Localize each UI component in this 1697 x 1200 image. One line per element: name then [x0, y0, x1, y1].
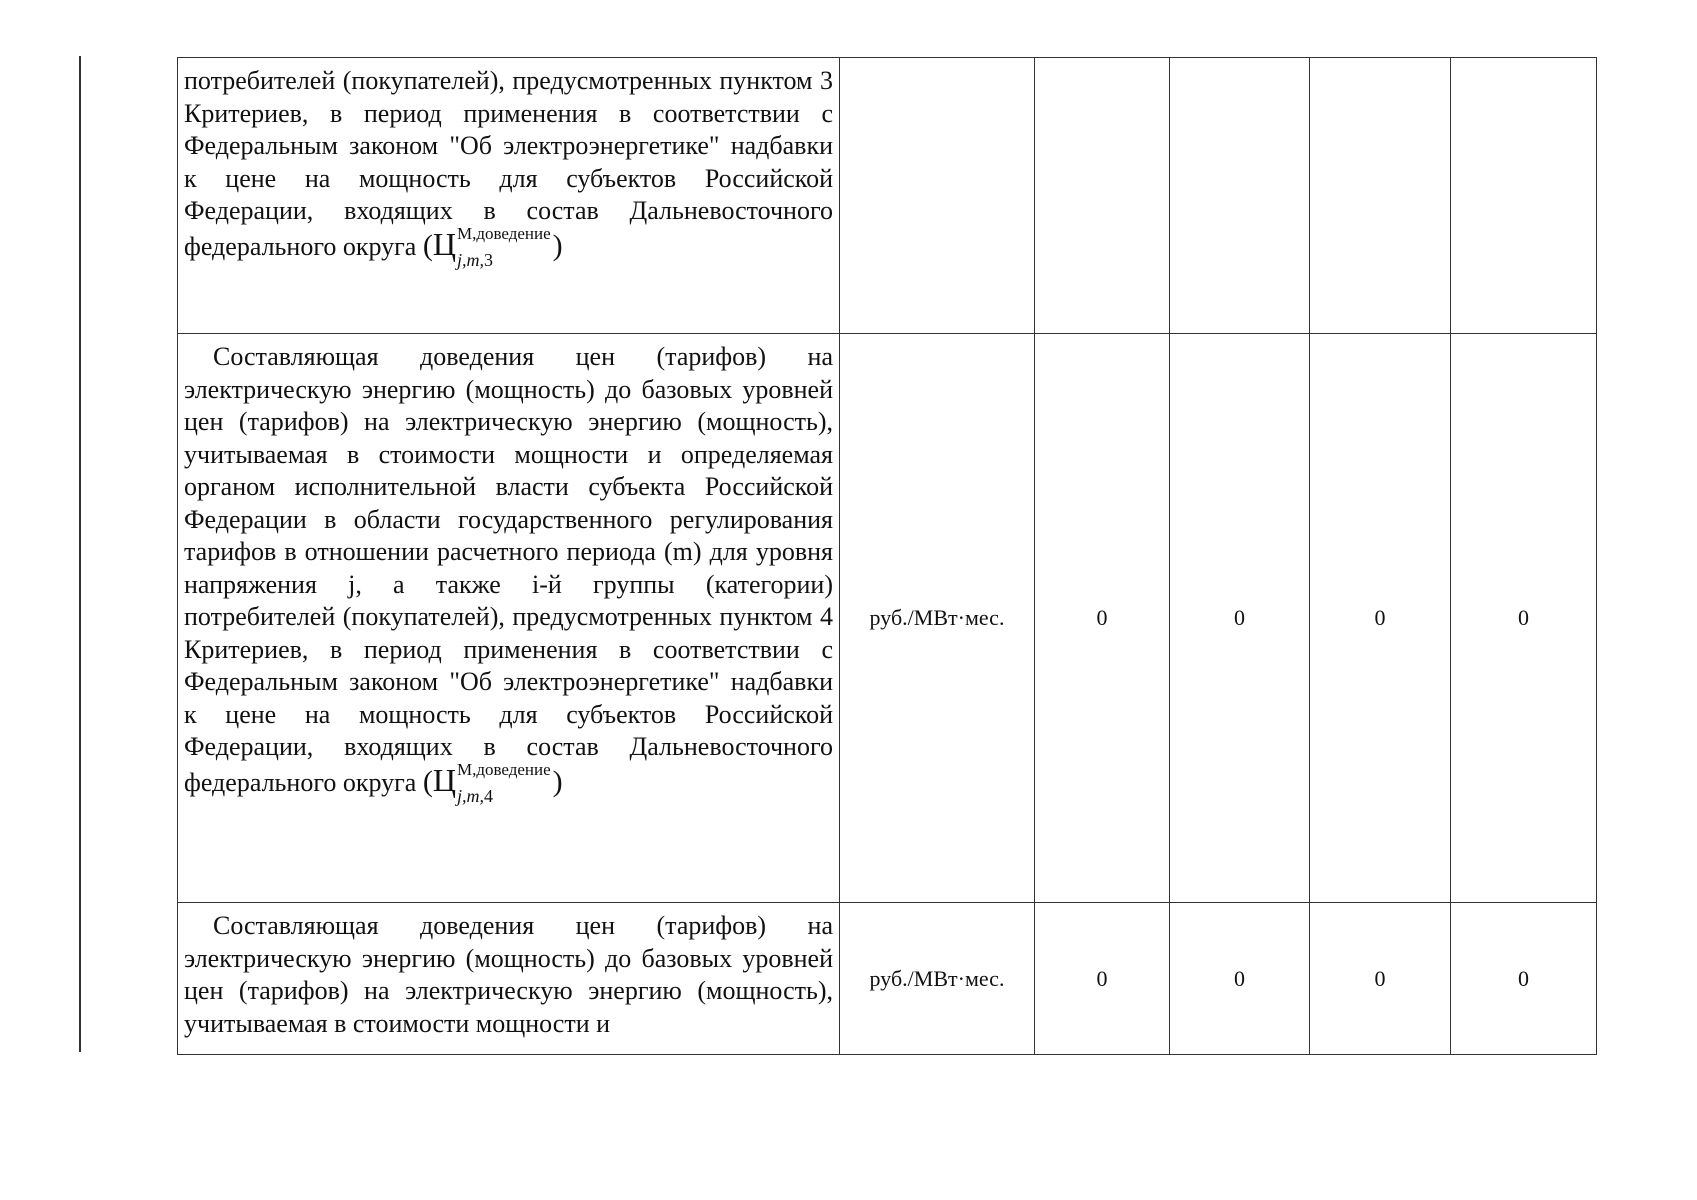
description-cell	[178, 58, 840, 334]
value-cell: 0	[1035, 334, 1170, 903]
description-text: Составляющая доведения цен (тарифов) на электрическую энергию (мощность) до базовых уровней цен (тарифов) на электрическую энергию (мощность), учитываемая в стоимости мощности и	[184, 911, 833, 1038]
table-row	[178, 58, 1597, 334]
value-cell	[1170, 58, 1310, 334]
value-cell: 0	[1310, 903, 1451, 1055]
value-cell: 0	[1170, 903, 1310, 1055]
description-text: потребителей (покупателей), предусмотренных пунктом 3 Критериев, в период применения в соответствии с Федеральным законом "Об электроэнергетике" надбавки к цене на мощность для субъектов Российской Федерации, входящих в состав Дальневосточного федерального округа	[184, 66, 833, 261]
value-cell: 0	[1451, 903, 1597, 1055]
table-row	[178, 903, 1597, 1055]
page-margin-line	[79, 56, 81, 1052]
table-row	[178, 334, 1597, 903]
unit-cell: руб./МВт·мес.	[840, 334, 1035, 903]
unit-cell	[840, 58, 1035, 334]
price-formula: (Ц М,доведение j,m,4 )	[422, 759, 563, 806]
description-cell	[178, 903, 840, 1055]
unit-cell: руб./МВт·мес.	[840, 903, 1035, 1055]
value-cell: 0	[1170, 334, 1310, 903]
value-cell: 0	[1035, 903, 1170, 1055]
value-cell: 0	[1310, 334, 1451, 903]
value-cell: 0	[1451, 334, 1597, 903]
value-cell	[1035, 58, 1170, 334]
price-formula: (Ц М,доведение j,m,3 )	[422, 223, 563, 270]
value-cell	[1451, 58, 1597, 334]
value-cell	[1310, 58, 1451, 334]
tariff-table	[177, 57, 1597, 1055]
description-text: Составляющая доведения цен (тарифов) на электрическую энергию (мощность) до базовых уровней цен (тарифов) на электрическую энергию (мощность), учитываемая в стоимости мощности и определяемая органом исполнительной власти субъекта Российской Федерации в области государственного регулирования тарифов в отношении расчетного периода (m) для уровня напряжения j, а также i-й группы (категории) потребителей (покупателей), предусмотренных пунктом 4 Критериев, в период применения в соответствии с Федеральным законом "Об электроэнергетике" надбавки к цене на мощность для субъектов Российской Федерации, входящих в состав Дальневосточного федерального округа	[184, 342, 833, 797]
description-cell	[178, 334, 840, 903]
